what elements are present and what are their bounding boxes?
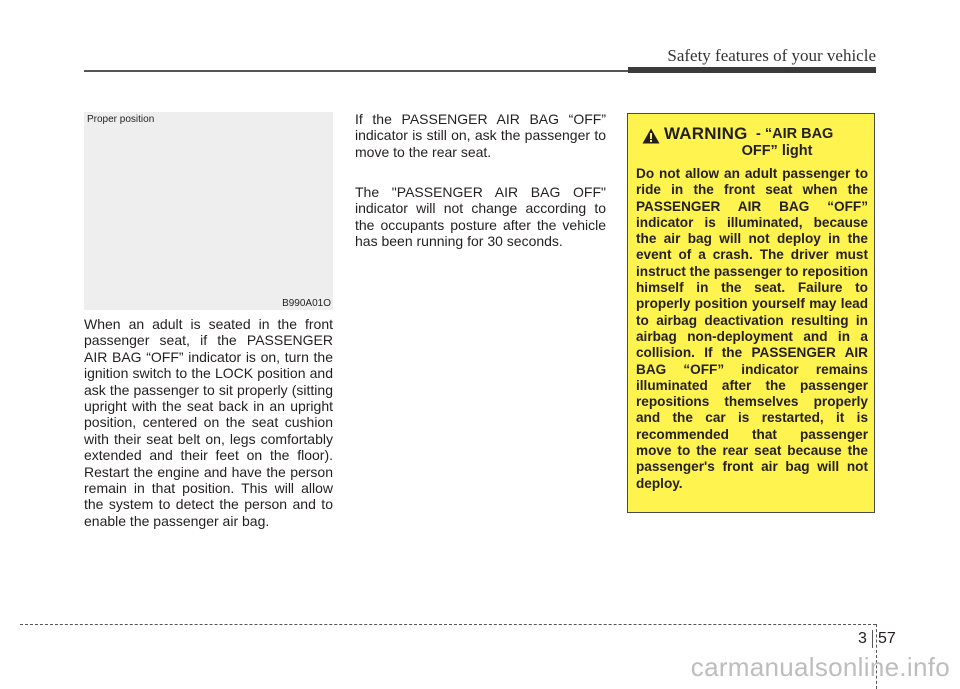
figure-code: B990A01O	[282, 298, 331, 309]
watermark: carmanualsonline.info	[690, 652, 950, 682]
warning-subheading-line1: - “AIR BAG	[756, 126, 834, 142]
left-column-paragraph: When an adult is seated in the front passenger seat, if the PASSENGER AIR BAG “OFF” indicator is on, turn the ignition switch to the LOCK position and ask the passenger to sit properly (sitting upright with the seat back in an upright position, centered on the seat cushion with their seat belt on, legs comfortably extended and their feet on the floor). Restart the engine and have the person remain in that position. This will allow the system to detect the person and to enable the passenger air bag.	[84, 316, 333, 529]
warning-heading: WARNING	[664, 124, 748, 143]
chapter-number: 3	[858, 630, 867, 647]
figure-caption: Proper position	[87, 114, 155, 125]
warning-subheading-line2: OFF” light	[741, 143, 813, 159]
page-number: 57	[878, 630, 896, 647]
header-rule-thick	[628, 67, 876, 73]
warning-box	[627, 113, 875, 513]
warning-body: Do not allow an adult passenger to ride in the front seat when the PASSENGER AIR BAG “OFF” indicator is illuminated, because the air bag will not deploy in the event of a crash. The driver must instruct the passenger to reposition himself in the seat. Failure to properly position yourself may lead to airbag deactivation resulting in airbag non-deployment and in a collision. If the PASSENGER AIR BAG “OFF” indicator remains illuminated after the passenger repositions themselves properly and the car is restarted, it is recommended that passenger move to the rear seat because the passenger's front air bag will not deploy.	[636, 166, 868, 491]
footer-dashed-rule	[20, 624, 876, 625]
middle-paragraph-2: The "PASSENGER AIR BAG OFF" indicator will not change according to the occupants posture after the vehicle has been running for 30 seconds.	[355, 184, 606, 250]
section-title: Safety features of your vehicle	[667, 46, 876, 65]
middle-paragraph-1: If the PASSENGER AIR BAG “OFF” indicator is still on, ask the passenger to move to the rear seat.	[355, 111, 606, 160]
proper-position-figure	[84, 112, 333, 310]
header-rule-thin	[84, 70, 628, 72]
page-number-divider	[872, 630, 873, 648]
